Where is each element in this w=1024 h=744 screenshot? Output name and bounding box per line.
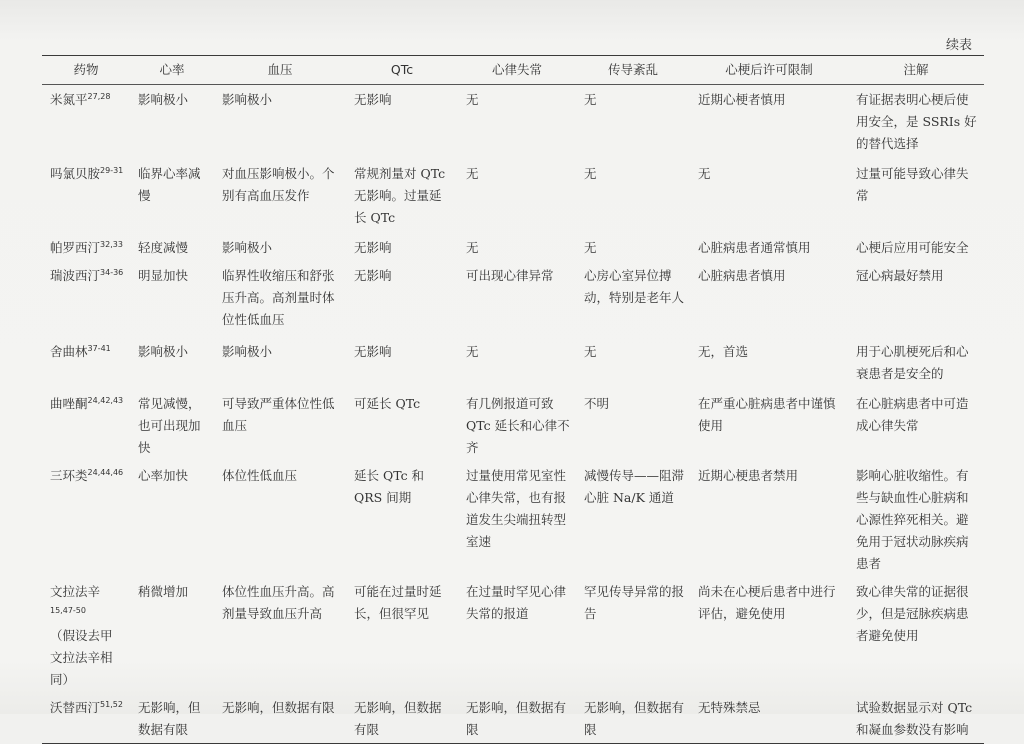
blood-pressure-cell: 可导致严重体位性低血压: [222, 395, 335, 433]
header-drug: 药物: [73, 62, 99, 77]
blood-pressure-cell: 无影响，但数据有限: [222, 699, 335, 715]
table-row: [42, 461, 984, 577]
notes-cell: 用于心肌梗死后和心衰患者是安全的: [856, 343, 969, 381]
blood-pressure-cell: 临界性收缩压和舒张压升高。高剂量时体位性低血压: [222, 267, 335, 327]
post-mi-cell: 无特殊禁忌: [698, 699, 761, 715]
table-row: [42, 261, 984, 337]
drug-cell: 沃替西汀$^{51,52}$: [50, 699, 123, 715]
conduction-cell: 无影响，但数据有限: [584, 699, 685, 737]
heart-rate-cell: 轻度减慢: [138, 239, 189, 255]
qtc-cell: 可延长 QTc: [354, 395, 421, 411]
post-mi-cell: 近期心梗患者禁用: [698, 467, 799, 483]
arrhythmia-cell: 无: [466, 343, 479, 359]
qtc-cell: 常规剂量对 QTc 无影响。过量延长 QTc: [354, 165, 446, 225]
drug-note: （假设去甲文拉法辛相同）: [50, 627, 113, 687]
arrhythmia-cell: 无: [466, 239, 479, 255]
conduction-cell: 心房心室异位搏动，特别是老年人: [584, 267, 685, 305]
conduction-cell: 无: [584, 343, 597, 359]
table-row: [42, 693, 984, 744]
post-mi-cell: 心脏病患者通常慎用: [698, 239, 811, 255]
qtc-cell: 可能在过量时延长，但很罕见: [354, 583, 442, 621]
header-notes: 注解: [903, 62, 929, 77]
arrhythmia-cell: 无: [466, 165, 479, 181]
drug-cell: 帕罗西汀$^{32,33}$: [50, 239, 123, 255]
continued-label: 续表: [945, 38, 972, 53]
qtc-cell: 无影响: [354, 239, 392, 255]
qtc-cell: 无影响，但数据有限: [354, 699, 442, 737]
heart-rate-cell: 无影响，但数据有限: [138, 699, 201, 737]
conduction-cell: 罕见传导异常的报告: [584, 583, 685, 621]
heart-rate-cell: 临界心率减慢: [138, 165, 201, 203]
blood-pressure-cell: 影响极小: [222, 239, 273, 255]
drug-cell: 文拉法辛$^{15,47-50}$ （假设去甲文拉法辛相同）: [50, 583, 113, 687]
heart-rate-cell: 影响极小: [138, 343, 189, 359]
drug-cell: 曲唑酮$^{24,42,43}$: [50, 395, 124, 411]
post-mi-cell: 近期心梗者慎用: [698, 92, 786, 107]
header-post-mi: 心梗后许可限制: [725, 62, 813, 77]
post-mi-cell: 尚未在心梗后患者中进行评估，避免使用: [698, 583, 836, 621]
header-qtc: QTc: [390, 62, 414, 77]
notes-cell: 影响心脏收缩性。有些与缺血性心脏病和心源性猝死相关。避免用于冠状动脉疾病患者: [856, 467, 969, 571]
notes-cell: 过量可能导致心律失常: [856, 165, 969, 203]
notes-cell: 试验数据显示对 QTc 和凝血参数没有影响: [856, 699, 973, 737]
table-row: [42, 337, 984, 389]
blood-pressure-cell: 影响极小: [222, 343, 273, 359]
notes-cell: 有证据表明心梗后使用安全，是 SSRIs 好的替代选择: [856, 92, 977, 151]
conduction-cell: 无: [584, 239, 597, 255]
table-row: [42, 233, 984, 261]
drug-cell: 米氮平$^{27,28}$: [50, 92, 111, 107]
conduction-cell: 减慢传导——阻滞心脏 Na/K 通道: [584, 467, 685, 505]
drug-cardiac-effects-table: [42, 55, 984, 744]
heart-rate-cell: 常见减慢，也可出现加快: [138, 395, 201, 455]
header-heart-rate: 心率: [159, 62, 185, 77]
qtc-cell: 无影响: [354, 343, 392, 359]
notes-cell: 致心律失常的证据很少，但是冠脉疾病患者避免使用: [856, 583, 969, 643]
blood-pressure-cell: 对血压影响极小。个别有高血压发作: [222, 165, 335, 203]
post-mi-cell: 无: [698, 165, 711, 181]
table-row: [42, 85, 984, 159]
header-blood-pressure: 血压: [267, 62, 293, 77]
drug-cell: 舍曲林$^{37-41}$: [50, 343, 111, 359]
heart-rate-cell: 心率加快: [138, 467, 189, 483]
qtc-cell: 延长 QTc 和 QRS 间期: [354, 467, 425, 505]
qtc-cell: 无影响: [354, 267, 392, 283]
blood-pressure-cell: 体位性低血压: [222, 467, 298, 483]
notes-cell: 心梗后应用可能安全: [856, 239, 969, 255]
qtc-cell: 无影响: [354, 92, 392, 107]
arrhythmia-cell: 无: [466, 92, 479, 107]
blood-pressure-cell: 影响极小: [222, 92, 273, 107]
heart-rate-cell: 稍微增加: [138, 583, 189, 599]
drug-cell: 三环类$^{24,44,46}$: [50, 467, 124, 483]
post-mi-cell: 心脏病患者慎用: [698, 267, 786, 283]
blood-pressure-cell: 体位性血压升高。高剂量导致血压升高: [222, 583, 335, 621]
arrhythmia-cell: 可出现心律异常: [466, 267, 554, 283]
table-row: [42, 389, 984, 461]
notes-cell: 冠心病最好禁用: [856, 267, 944, 283]
conduction-cell: 无: [584, 92, 597, 107]
post-mi-cell: 无，首选: [698, 343, 749, 359]
drug-cell: 瑞波西汀$^{34-36}$: [50, 267, 124, 283]
arrhythmia-cell: 有几例报道可致 QTc 延长和心律不齐: [466, 395, 570, 455]
conduction-cell: 无: [584, 165, 597, 181]
conduction-cell: 不明: [584, 395, 610, 411]
arrhythmia-cell: 过量使用常见室性心律失常，也有报道发生尖端扭转型室速: [466, 467, 567, 549]
post-mi-cell: 在严重心脏病患者中谨慎使用: [698, 395, 836, 433]
arrhythmia-cell: 在过量时罕见心律失常的报道: [466, 583, 567, 621]
drug-cell: 吗氯贝胺$^{29-31}$: [50, 165, 124, 181]
table-row: [42, 577, 984, 693]
arrhythmia-cell: 无影响，但数据有限: [466, 699, 567, 737]
table-header-row: [42, 56, 984, 85]
heart-rate-cell: 明显加快: [138, 267, 189, 283]
notes-cell: 在心脏病患者中可造成心律失常: [856, 395, 969, 433]
heart-rate-cell: 影响极小: [138, 92, 189, 107]
table-row: [42, 159, 984, 233]
header-arrhythmia: 心律失常: [491, 62, 542, 77]
header-conduction: 传导紊乱: [607, 62, 658, 77]
